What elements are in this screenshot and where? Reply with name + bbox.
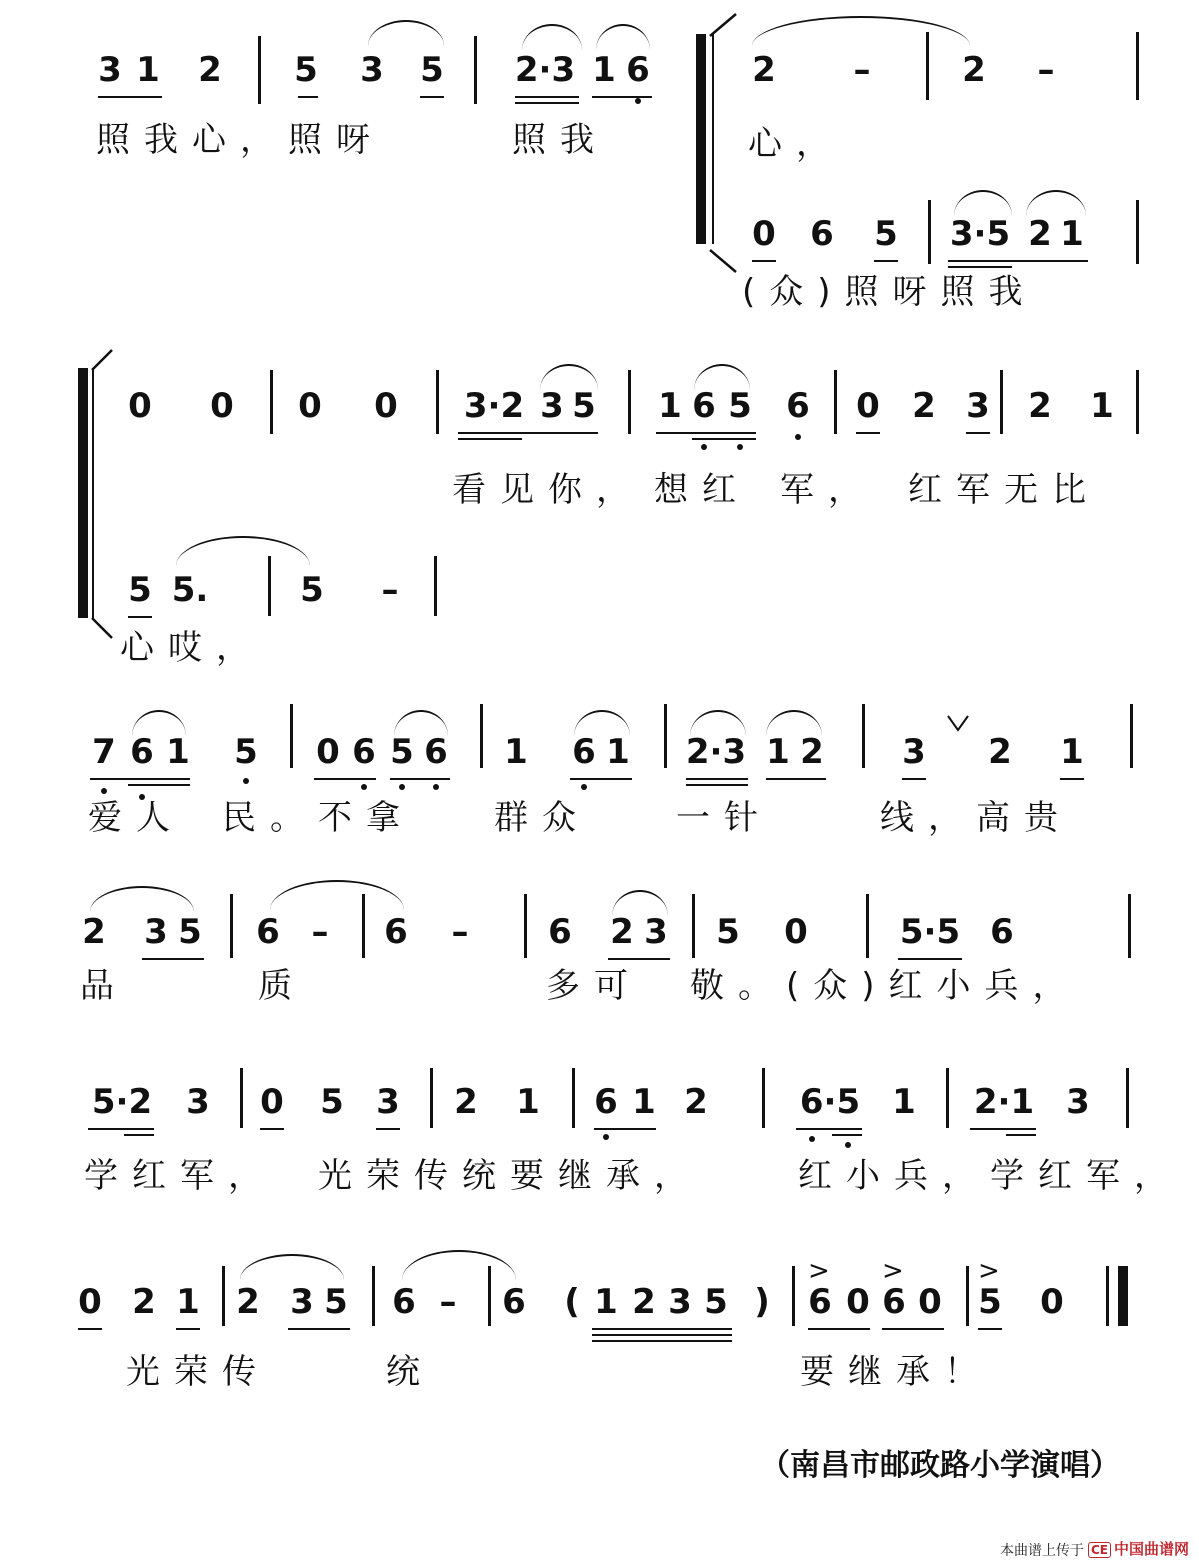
- lyric: 照我心，照呀: [96, 120, 384, 160]
- note: ): [754, 1282, 770, 1322]
- bar-line: [966, 1266, 969, 1326]
- bar-line: [474, 36, 477, 104]
- note: 7: [92, 732, 116, 772]
- bar-line: [928, 200, 931, 264]
- note: 3: [1066, 1082, 1090, 1122]
- tie: [176, 536, 310, 566]
- eighth-underline: [766, 778, 826, 780]
- lyric: 想红: [654, 470, 750, 510]
- note: 3: [668, 1282, 692, 1322]
- final-bar-thin: [1106, 1266, 1109, 1326]
- bar-line: [834, 370, 837, 434]
- eighth-underline: [898, 958, 962, 960]
- bar-line: [1136, 32, 1139, 100]
- note: 1: [504, 732, 528, 772]
- bar-line: [628, 370, 631, 434]
- note: 6: [548, 912, 572, 952]
- lyric: 红小兵，学红军，: [798, 1156, 1182, 1196]
- bar-line: [946, 1068, 949, 1128]
- bar-line: [762, 1068, 765, 1128]
- note: 0: [846, 1282, 870, 1322]
- eighth-underline: [966, 432, 990, 434]
- note: 6: [594, 1082, 618, 1122]
- note: 2·3: [514, 50, 576, 90]
- note: 6: [424, 732, 448, 772]
- note: 1: [1060, 732, 1084, 772]
- eighth-underline: [314, 778, 376, 780]
- note: 2: [132, 1282, 156, 1322]
- lyric: 统: [386, 1352, 434, 1392]
- slur: [540, 364, 598, 390]
- note: 1: [516, 1082, 540, 1122]
- note: 5: [716, 912, 740, 952]
- note: 0: [784, 912, 808, 952]
- eighth-underline: [856, 432, 880, 434]
- bar-line: [1126, 1068, 1129, 1128]
- slur: [574, 710, 630, 736]
- note: 3: [98, 50, 122, 90]
- eighth-underline: [420, 96, 444, 98]
- note: 1: [594, 1282, 618, 1322]
- sixteenth-underline: [1006, 1134, 1036, 1136]
- note: 3: [290, 1282, 314, 1322]
- eighth-underline: [298, 96, 318, 98]
- low-octave-dot: [603, 1134, 609, 1140]
- low-octave-dot: [845, 1142, 851, 1148]
- note: –: [1037, 50, 1055, 90]
- bar-line: [258, 36, 261, 104]
- eighth-underline: [570, 778, 632, 780]
- bar-line: [222, 1266, 225, 1326]
- low-octave-dot: [701, 444, 707, 450]
- eighth-underline: [592, 1328, 732, 1330]
- note: 2: [912, 386, 936, 426]
- note: 6: [882, 1282, 906, 1322]
- note: 6: [786, 386, 810, 426]
- slur: [90, 886, 194, 912]
- note: 5: [234, 732, 258, 772]
- lyric: 爱人: [88, 798, 184, 838]
- note: 6: [626, 50, 650, 90]
- eighth-underline: [594, 1128, 656, 1130]
- bar-line: [230, 894, 233, 958]
- slur: [368, 20, 444, 46]
- note: 6: [990, 912, 1014, 952]
- low-octave-dot: [809, 1136, 815, 1142]
- note: 5: [178, 912, 202, 952]
- note: 0: [260, 1082, 284, 1122]
- note: 2·3: [685, 732, 747, 772]
- slur: [240, 1254, 344, 1280]
- lyric: 多可: [546, 966, 642, 1006]
- bar-line: [1130, 704, 1133, 768]
- low-octave-dot: [433, 784, 439, 790]
- note: 1: [176, 1282, 200, 1322]
- note: 6: [810, 214, 834, 254]
- eighth-underline: [90, 778, 190, 780]
- note: –: [311, 912, 329, 952]
- low-octave-dot: [737, 444, 743, 450]
- note: 5: [128, 570, 152, 610]
- note: 5: [420, 50, 444, 90]
- lyric: 心，: [748, 124, 844, 164]
- eighth-underline: [1060, 778, 1084, 780]
- lyric: 敬。(众)红小兵，: [690, 966, 1081, 1006]
- sixteenth-underline: [692, 438, 756, 440]
- sixteenth-underline: [124, 1134, 154, 1136]
- note: 6: [572, 732, 596, 772]
- bar-line: [1136, 370, 1139, 434]
- eighth-underline: [902, 778, 926, 780]
- site-logo-text: 中国曲谱网: [1113, 1540, 1189, 1558]
- upload-note: 本曲谱上传于: [1000, 1543, 1084, 1559]
- note: 2: [752, 50, 776, 90]
- bar-line: [480, 704, 483, 768]
- bar-line: [436, 370, 439, 434]
- note: 2: [632, 1282, 656, 1322]
- note: 5.: [171, 570, 209, 610]
- note: 0: [374, 386, 398, 426]
- note: 1: [1090, 386, 1114, 426]
- lyric: 一针: [676, 798, 772, 838]
- bar-line: [1136, 200, 1139, 264]
- note: 2: [610, 912, 634, 952]
- note: 5: [320, 1082, 344, 1122]
- tie: [752, 16, 970, 46]
- eighth-underline: [686, 778, 748, 780]
- eighth-underline: [142, 958, 204, 960]
- lyric: 质: [258, 966, 306, 1006]
- bar-line: [572, 1068, 575, 1128]
- bar-line: [862, 704, 865, 768]
- note: 5: [294, 50, 318, 90]
- note: 6: [384, 912, 408, 952]
- slur: [690, 710, 746, 736]
- note: 2: [1028, 214, 1052, 254]
- accent-mark: >: [882, 1256, 904, 1286]
- tie: [402, 1250, 516, 1280]
- note: 1: [632, 1082, 656, 1122]
- accent-mark: >: [808, 1256, 830, 1286]
- eighth-underline: [948, 260, 1088, 262]
- slur: [132, 710, 186, 736]
- bar-line: [372, 1266, 375, 1326]
- sixteenth-underline: [592, 1334, 732, 1336]
- lyric: 心哎，: [120, 628, 264, 668]
- sixteenth-underline: [128, 784, 190, 786]
- low-octave-dot: [101, 788, 107, 794]
- lyric: 光荣传统要继承，: [318, 1156, 702, 1196]
- eighth-underline: [656, 432, 756, 434]
- note: 3·2: [463, 386, 525, 426]
- note: 6: [130, 732, 154, 772]
- eighth-underline: [390, 778, 450, 780]
- slur: [694, 364, 750, 390]
- note: 2: [800, 732, 824, 772]
- lyric: 群众: [494, 798, 590, 838]
- lyric: 军，: [780, 470, 876, 510]
- accent-mark: >: [978, 1256, 1000, 1286]
- lyric: (众)照呀照我: [742, 272, 1037, 312]
- site-logo[interactable]: [1088, 1538, 1189, 1559]
- note: 5: [324, 1282, 348, 1322]
- note: 2: [684, 1082, 708, 1122]
- eighth-underline: [874, 260, 898, 262]
- breath-mark: [946, 714, 970, 734]
- note: 3: [144, 912, 168, 952]
- low-octave-dot: [361, 784, 367, 790]
- sixteenth-underline: [458, 438, 522, 440]
- slur: [766, 710, 822, 736]
- note: 0: [210, 386, 234, 426]
- eighth-underline: [970, 1128, 1036, 1130]
- bar-line: [792, 1266, 795, 1326]
- bar-line: [240, 1068, 243, 1128]
- bar-line: [430, 1068, 433, 1128]
- eighth-underline: [458, 432, 598, 434]
- bar-line: [1000, 370, 1003, 434]
- note: 1: [658, 386, 682, 426]
- eighth-underline: [808, 1328, 870, 1330]
- bar-line: [270, 370, 273, 434]
- note: 2: [82, 912, 106, 952]
- note: 0: [128, 386, 152, 426]
- low-octave-dot: [243, 778, 249, 784]
- low-octave-dot: [581, 784, 587, 790]
- note: 2: [198, 50, 222, 90]
- note: 5: [300, 570, 324, 610]
- bar-line: [290, 704, 293, 768]
- note: 6·5: [799, 1082, 861, 1122]
- slur: [522, 24, 582, 50]
- sixteenth-underline: [686, 784, 748, 786]
- note: 2: [988, 732, 1012, 772]
- low-octave-dot: [635, 98, 641, 104]
- note: 2: [236, 1282, 260, 1322]
- sixteenth-underline: [515, 102, 579, 104]
- note: 2: [962, 50, 986, 90]
- eighth-underline: [260, 1128, 284, 1130]
- note: 0: [918, 1282, 942, 1322]
- note: 3: [360, 50, 384, 90]
- thirtysecond-underline: [592, 1340, 732, 1342]
- note: 1: [606, 732, 630, 772]
- note: 3: [540, 386, 564, 426]
- eighth-underline: [978, 1328, 1002, 1330]
- note: –: [439, 1282, 457, 1322]
- slur: [954, 190, 1012, 216]
- note: 5·5: [899, 912, 961, 952]
- lyric: 要继承！: [800, 1352, 992, 1392]
- note: –: [381, 570, 399, 610]
- eighth-underline: [796, 1128, 862, 1130]
- eighth-underline: [176, 1328, 200, 1330]
- note: 0: [752, 214, 776, 254]
- performer-credit: （南昌市邮政路小学演唱）: [760, 1448, 1120, 1483]
- final-bar-thick: [1118, 1266, 1128, 1326]
- eighth-underline: [376, 1128, 400, 1130]
- note: 3: [186, 1082, 210, 1122]
- bar-line: [692, 894, 695, 958]
- bar-line: [1128, 894, 1131, 958]
- note: 1: [136, 50, 160, 90]
- note: 5·2: [91, 1082, 153, 1122]
- lyric: 学红军，: [84, 1156, 276, 1196]
- sixteenth-underline: [832, 1134, 862, 1136]
- note: 2: [454, 1082, 478, 1122]
- bar-line: [664, 704, 667, 768]
- note: 6: [502, 1282, 526, 1322]
- eighth-underline: [882, 1328, 944, 1330]
- tie: [270, 880, 404, 910]
- note: 6: [692, 386, 716, 426]
- note: 5: [978, 1282, 1002, 1322]
- lyric: 看见你，: [452, 470, 644, 510]
- note: 1: [1060, 214, 1084, 254]
- eighth-underline: [98, 96, 162, 98]
- low-octave-dot: [399, 784, 405, 790]
- bar-line: [866, 894, 869, 958]
- eighth-underline: [128, 616, 152, 618]
- note: 1: [166, 732, 190, 772]
- note: 5: [874, 214, 898, 254]
- note: –: [853, 50, 871, 90]
- slur: [612, 890, 668, 916]
- note: 3: [644, 912, 668, 952]
- note: –: [451, 912, 469, 952]
- eighth-underline: [288, 1328, 350, 1330]
- eighth-underline: [515, 96, 579, 98]
- note: 6: [352, 732, 376, 772]
- slur: [394, 710, 448, 736]
- note: 1: [892, 1082, 916, 1122]
- eighth-underline: [88, 1128, 154, 1130]
- lyric: 光荣传: [126, 1352, 270, 1392]
- note: 3: [376, 1082, 400, 1122]
- note: 3: [966, 386, 990, 426]
- eighth-underline: [752, 260, 776, 262]
- note: 0: [856, 386, 880, 426]
- note: 0: [78, 1282, 102, 1322]
- lyric: 照我: [512, 120, 608, 160]
- bar-line: [434, 556, 437, 616]
- slur: [1026, 190, 1086, 216]
- note: 3: [902, 732, 926, 772]
- site-logo-mark: CE: [1088, 1542, 1111, 1558]
- split-brace-hooks: [704, 10, 744, 280]
- note: 5: [704, 1282, 728, 1322]
- note: 1: [592, 50, 616, 90]
- bar-line: [524, 894, 527, 958]
- lyric: 红军无比: [908, 470, 1100, 510]
- note: (: [564, 1282, 580, 1322]
- note: 6: [808, 1282, 832, 1322]
- low-octave-dot: [795, 434, 801, 440]
- eighth-underline: [78, 1328, 102, 1330]
- lyric: 品: [80, 966, 128, 1006]
- lyric: 线，高贵: [880, 798, 1072, 838]
- eighth-underline: [608, 958, 670, 960]
- note: 5: [572, 386, 596, 426]
- eighth-underline: [592, 96, 652, 98]
- note: 2: [1028, 386, 1052, 426]
- note: 5: [390, 732, 414, 772]
- sixteenth-underline: [948, 266, 1012, 268]
- note: 0: [1040, 1282, 1064, 1322]
- note: 3·5: [949, 214, 1011, 254]
- note: 0: [298, 386, 322, 426]
- note: 5: [728, 386, 752, 426]
- note: 6: [256, 912, 280, 952]
- note: 0: [316, 732, 340, 772]
- slur: [596, 24, 650, 50]
- lyric: 民。不拿: [222, 798, 414, 838]
- note: 6: [392, 1282, 416, 1322]
- note: 1: [766, 732, 790, 772]
- note: 2·1: [973, 1082, 1035, 1122]
